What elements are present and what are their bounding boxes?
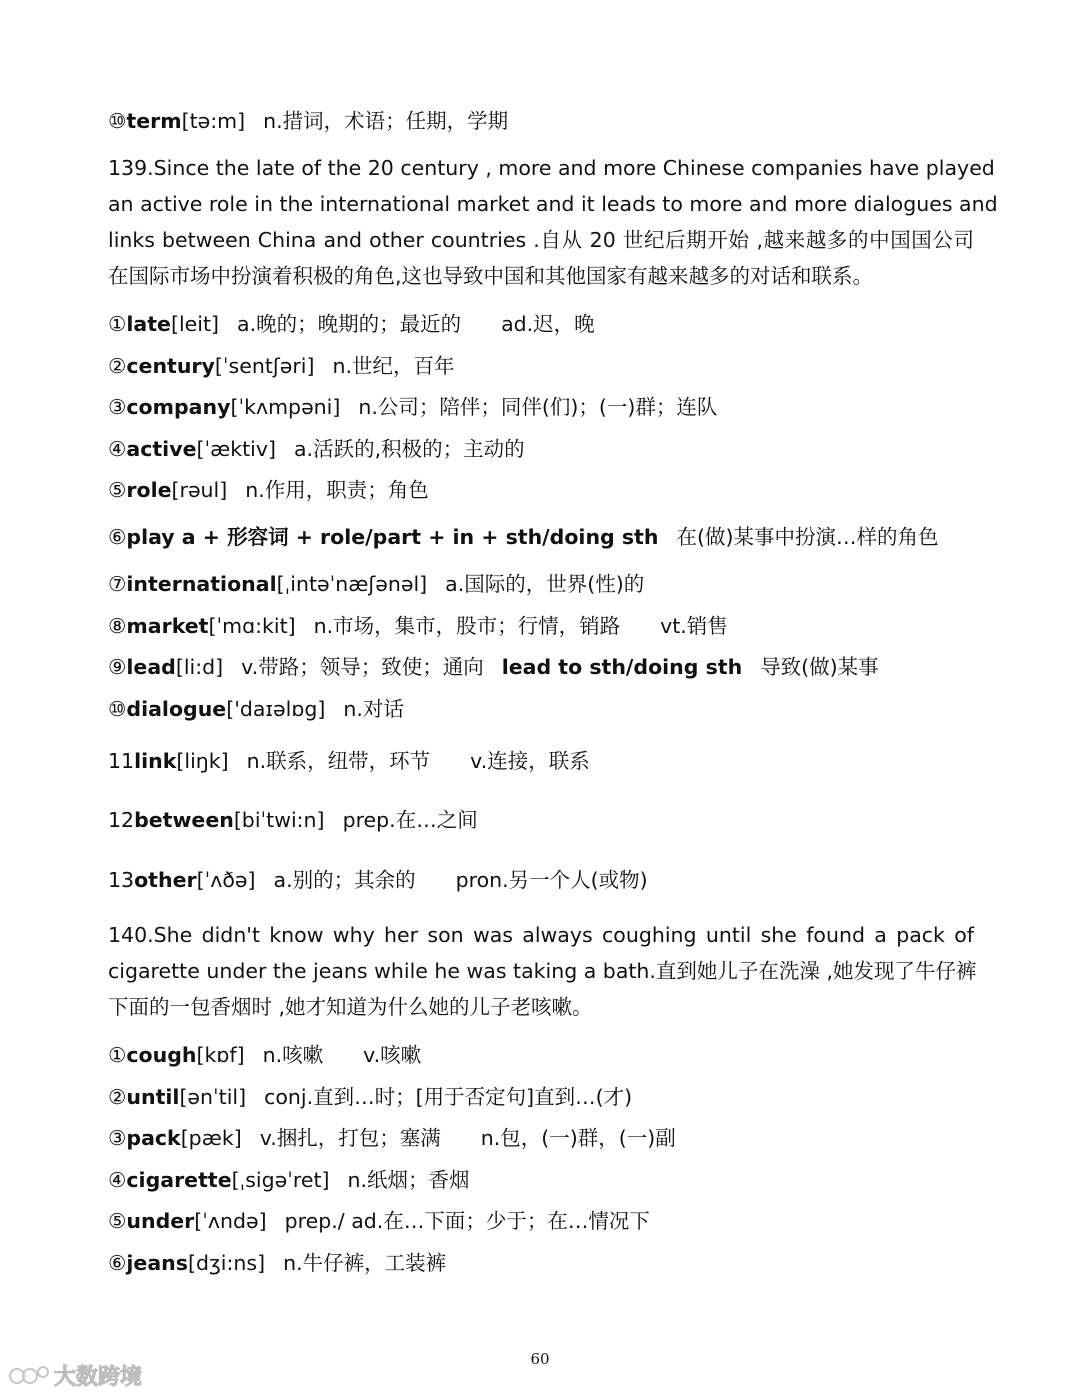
entry-number: 12 [108,808,135,832]
entry-number: ① [108,312,127,336]
entry-word: lead [126,655,176,679]
entry-phonetic: ['daɪəlɒg] [226,697,326,721]
sentence-line: 139.Since the late of the 20 century , more and more Chinese companies have played [108,156,995,180]
entry-word: under [126,1209,195,1233]
entry-definition: n.措词，术语；任期，学期 [263,109,509,133]
entry-definition: a.晚的；晚期的；最近的 [237,312,462,336]
entry-word: other [134,868,197,892]
entry-definition: v.捆扎，打包；塞满 [259,1126,441,1150]
vocab-entry [108,696,974,722]
entry-definition-2: 导致(做)某事 [760,655,879,679]
entry-phonetic: [ˈʌðə] [196,868,256,892]
sentence-line: an active role in the international market and it leads to more and more dialogues and [108,192,998,216]
entry-number: 11 [108,749,135,773]
entry-word: company [126,395,231,419]
vocab-entry [108,807,974,833]
vocab-entry [108,436,974,462]
entry-number: ③ [108,395,127,419]
vocab-entry [108,1084,974,1110]
vocab-entry [108,613,974,639]
entry-definition: n.市场，集市，股市；行情，销路 [313,614,621,638]
entry-phonetic: [biˈtwi:n] [233,808,325,832]
entry-word: late [126,312,171,336]
entry-phonetic: [ˌsigəˈret] [231,1168,330,1192]
page-number: 60 [530,1350,550,1368]
entry-word: active [126,437,197,461]
sentence-line: 下面的一包香烟时 ,她才知道为什么她的儿子老咳嗽。 [108,995,593,1019]
sentence-line: 在国际市场中扮演着积极的角色,这也导致中国和其他国家有越来越多的对话和联系。 [108,264,874,288]
watermark-logo-icon [8,1362,50,1388]
entry-word: between [134,808,234,832]
watermark-text: 大数跨境 [54,1364,143,1390]
vocab-entry [108,748,974,774]
vocab-entry [108,1208,974,1234]
entry-number: 13 [108,868,135,892]
entry-number: ⑦ [108,572,127,596]
entry-definition: prep.在…之间 [342,808,478,832]
vocab-entry [108,353,974,379]
sentence-line: links between China and other countries .自从 20 世纪后期开始 ,越来越多的中国国公司 [108,228,974,252]
vocab-entry [108,477,974,503]
entry-definition-2: n.包，(一)群，(一)副 [480,1126,676,1150]
entry-definition: n.牛仔裤，工装裤 [283,1251,447,1275]
entry-number: ⑧ [108,614,127,638]
entry-phonetic: [ˌintəˈnæʃənəl] [276,572,428,596]
entry-definition-2: v.连接，联系 [470,749,590,773]
entry-phonetic: [ˈkʌmpəni] [230,395,341,419]
entry-definition: n.纸烟；香烟 [347,1168,470,1192]
vocab-entry [108,1042,974,1068]
entry-definition-2: vt.销售 [660,614,728,638]
entry-phonetic: [leit] [170,312,220,336]
vocab-entry [108,1167,974,1193]
entry-number: ① [108,1043,127,1067]
entry-word: cigarette [126,1168,232,1192]
vocab-entry [108,654,974,680]
entry-word: link [134,749,177,773]
entry-word: dialogue [126,697,227,721]
entry-definition: v.带路；领导；致使；通向 [241,655,484,679]
entry-word: role [126,478,172,502]
entry-definition: conj.直到…时；[用于否定句]直到…(才) [264,1085,633,1109]
entry-phonetic: [dʒi:ns] [187,1251,266,1275]
entry-word: market [126,614,209,638]
entry-word: pack [126,1126,181,1150]
entry-number: ⑩ [108,109,127,133]
entry-number: ⑤ [108,1209,127,1233]
entry-definition: n.公司；陪伴；同伴(们)；(一)群；连队 [358,395,718,419]
vocab-entry [108,394,974,420]
entry-definition-2: pron.另一个人(或物) [455,868,648,892]
vocab-entry [108,1125,974,1151]
entry-phonetic: [ˈsentʃəri] [214,354,315,378]
entry-definition-2: v.咳嗽 [363,1043,422,1067]
entry-phonetic: [ˈʌndə] [194,1209,267,1233]
entry-number: ⑥ [108,525,127,549]
entry-phonetic: [ənˈtil] [179,1085,247,1109]
entry-definition: n.咳嗽 [262,1043,324,1067]
vocab-entry [108,524,974,550]
entry-definition: n.世纪，百年 [332,354,455,378]
entry-definition: n.联系，纽带，环节 [246,749,431,773]
entry-definition: prep./ ad.在…下面；少于；在…情况下 [284,1209,650,1233]
entry-phonetic: [pæk] [180,1126,242,1150]
entry-number: ④ [108,437,127,461]
watermark [8,1360,142,1390]
entry-definition: 在(做)某事中扮演…样的角色 [676,525,939,549]
entry-number: ④ [108,1168,127,1192]
entry-word: cough [126,1043,197,1067]
entry-phonetic: [kɒf] [196,1043,245,1067]
entry-word: term [126,109,182,133]
entry-number: ② [108,354,127,378]
entry-definition-2: ad.迟，晚 [501,312,595,336]
vocab-entry [108,311,974,337]
entry-phrase: lead to sth/doing sth [501,655,743,679]
entry-word: jeans [126,1251,188,1275]
entry-number: ⑤ [108,478,127,502]
entry-definition: a.国际的，世界(性)的 [445,572,645,596]
example-sentence-140 [108,917,977,1025]
entry-definition: a.活跃的,积极的；主动的 [293,437,525,461]
entry-word: international [126,572,277,596]
entry-phonetic: [rəul] [171,478,228,502]
entry-definition: n.对话 [343,697,404,721]
vocab-entry [108,1250,974,1276]
entry-number: ⑨ [108,655,127,679]
entry-phonetic: [ˈæktiv] [196,437,276,461]
vocab-entry [108,867,974,893]
entry-phonetic: [li:d] [175,655,224,679]
entry-word: until [126,1085,180,1109]
entry-number: ⑥ [108,1251,127,1275]
entry-phonetic: [tə:m] [181,109,246,133]
vocab-entry [108,108,974,134]
entry-number: ⑩ [108,697,127,721]
entry-phrase: play a + 形容词 + role/part + in + sth/doing sth [126,525,659,549]
entry-definition: a.别的；其余的 [273,868,416,892]
entry-phonetic: [ˈmɑ:kit] [208,614,296,638]
entry-number: ② [108,1085,127,1109]
entry-phonetic: [liŋk] [176,749,229,773]
entry-definition: n.作用，职责；角色 [245,478,429,502]
entry-word: century [126,354,215,378]
entry-number: ③ [108,1126,127,1150]
vocab-entry [108,571,974,597]
sentence-line: 140.She didn't know why her son was always coughing until she found a pack of [108,923,974,947]
example-sentence-139 [108,150,998,294]
sentence-line: cigarette under the jeans while he was taking a bath.直到她儿子在洗澡 ,她发现了牛仔裤 [108,959,977,983]
